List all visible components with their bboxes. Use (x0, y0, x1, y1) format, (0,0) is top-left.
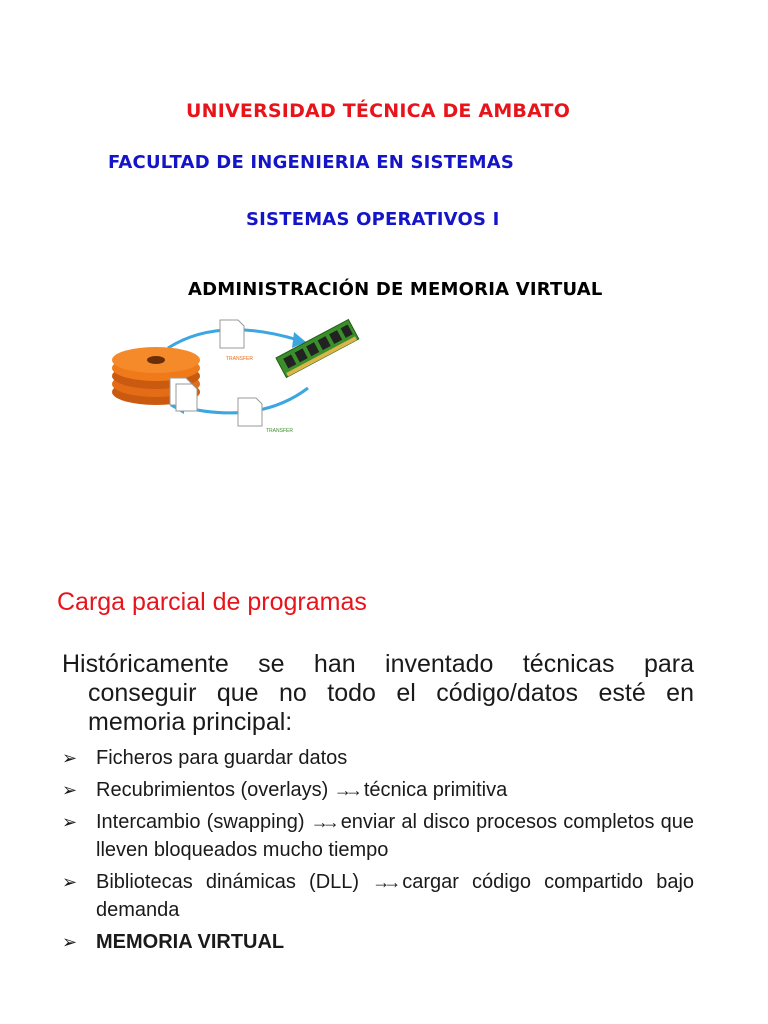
list-item (62, 868, 694, 924)
list-item (62, 744, 694, 772)
bullet-arrow-icon: ➢ (62, 812, 78, 832)
bullet-text: Recubrimientos (overlays) (96, 779, 334, 801)
bullet-arrow-icon: ➢ (62, 748, 78, 768)
list-item (62, 808, 694, 864)
section-heading: Carga parcial de programas (57, 588, 367, 616)
bullet-text: Ficheros para guardar datos (96, 747, 348, 769)
list-item (62, 776, 694, 804)
bullet-text-after: técnica primitiva (363, 779, 508, 801)
virtual-memory-illustration (108, 308, 368, 443)
bullet-text: Intercambio (swapping) (96, 811, 311, 833)
bullet-arrow-icon: ➢ (62, 872, 78, 892)
bullet-text-after: cargar código compartido bajo demanda (96, 871, 695, 921)
bullet-text: Bibliotecas dinámicas (DLL) (96, 871, 373, 893)
course-title: SISTEMAS OPERATIVOS I (246, 209, 500, 230)
topic-title: ADMINISTRACIÓN DE MEMORIA VIRTUAL (188, 279, 603, 300)
double-arrow-icon: →→ (333, 780, 356, 800)
bullet-arrow-icon: ➢ (62, 780, 78, 800)
list-item (62, 928, 694, 956)
bullet-text: MEMORIA VIRTUAL (96, 931, 285, 953)
faculty-title: FACULTAD DE INGENIERIA EN SISTEMAS (108, 152, 515, 173)
bullet-text-after: enviar al disco procesos completos que lleven bloqueados mucho tiempo (96, 811, 694, 861)
transfer-label-top: TRANSFER (226, 356, 253, 362)
document-icon (238, 398, 262, 426)
document-icon (220, 320, 244, 348)
bullet-arrow-icon: ➢ (62, 932, 78, 952)
university-title: UNIVERSIDAD TÉCNICA DE AMBATO (186, 100, 571, 122)
intro-paragraph: Históricamente se han inventado técnicas para conseguir que no todo el código/datos esté en memoria principal: (62, 650, 694, 736)
double-arrow-icon: →→ (372, 872, 395, 892)
ram-module-icon (276, 320, 359, 378)
transfer-label-bottom: TRANSFER (266, 428, 293, 434)
bullet-list (62, 744, 694, 960)
double-arrow-icon: →→ (310, 812, 333, 832)
